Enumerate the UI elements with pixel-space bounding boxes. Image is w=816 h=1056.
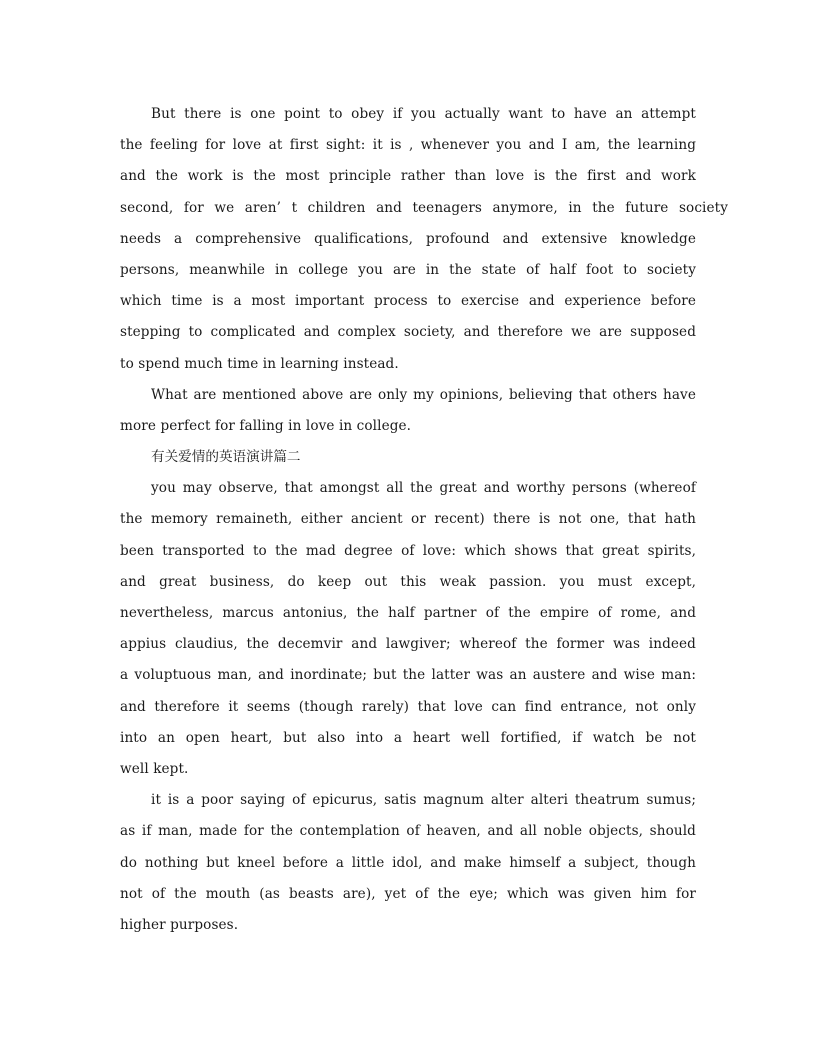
document-body xyxy=(120,99,728,941)
text-line: the memory remaineth, either ancient or recent) there is not one, that hath xyxy=(120,511,696,528)
section-heading: 有关爱情的英语演讲篇二 xyxy=(151,449,301,466)
text-line: it is a poor saying of epicurus, satis magnum alter alteri theatrum sumus; xyxy=(151,792,696,809)
text-line: not of the mouth (as beasts are), yet of the eye; which was given him for xyxy=(120,885,696,902)
text-line: more perfect for falling in love in college. xyxy=(120,417,412,434)
text-line: do nothing but kneel before a little idol, and make himself a subject, though xyxy=(120,854,696,871)
text-line: and great business, do keep out this weak passion. you must except, xyxy=(120,573,696,590)
text-line: into an open heart, but also into a heart well fortified, if watch be not xyxy=(120,729,696,746)
text-line: needs a comprehensive qualifications, profound and extensive knowledge xyxy=(120,230,696,247)
text-line: appius claudius, the decemvir and lawgiver; whereof the former was indeed xyxy=(120,636,696,653)
text-line: well kept. xyxy=(120,760,189,777)
text-line: But there is one point to obey if you actually want to have an attempt xyxy=(151,106,696,122)
paragraph-epicurus xyxy=(120,785,696,941)
text-line: the feeling for love at first sight: it is , whenever you and I am, the learning xyxy=(120,137,696,154)
text-line: What are mentioned above are only my opinions, believing that others have xyxy=(151,386,696,403)
text-line: a voluptuous man, and inordinate; but the latter was an austere and wise man: xyxy=(120,667,696,684)
text-line: nevertheless, marcus antonius, the half partner of the empire of rome, and xyxy=(120,605,696,621)
text-line: as if man, made for the contemplation of heaven, and all noble objects, should xyxy=(120,823,696,840)
text-line: and therefore it seems (though rarely) that love can find entrance, not only xyxy=(120,698,696,715)
text-line: and the work is the most principle rather than love is the first and work xyxy=(120,168,696,185)
paragraph-great-persons xyxy=(120,473,696,785)
text-line: to spend much time in learning instead. xyxy=(120,355,399,372)
text-line: higher purposes. xyxy=(120,916,239,933)
text-line: been transported to the mad degree of love: which shows that great spirits, xyxy=(120,542,696,559)
paragraph-opinions xyxy=(120,380,696,442)
text-line: which time is a most important process to exercise and experience before xyxy=(120,293,696,310)
text-line: persons, meanwhile in college you are in the state of half foot to society xyxy=(120,261,696,278)
paragraph-study-first xyxy=(120,99,728,380)
text-line: stepping to complicated and complex society, and therefore we are supposed xyxy=(120,324,696,341)
text-line: you may observe, that amongst all the great and worthy persons (whereof xyxy=(151,480,696,497)
text-line: second, for we aren’ t children and teenagers anymore, in the future society xyxy=(120,199,728,216)
